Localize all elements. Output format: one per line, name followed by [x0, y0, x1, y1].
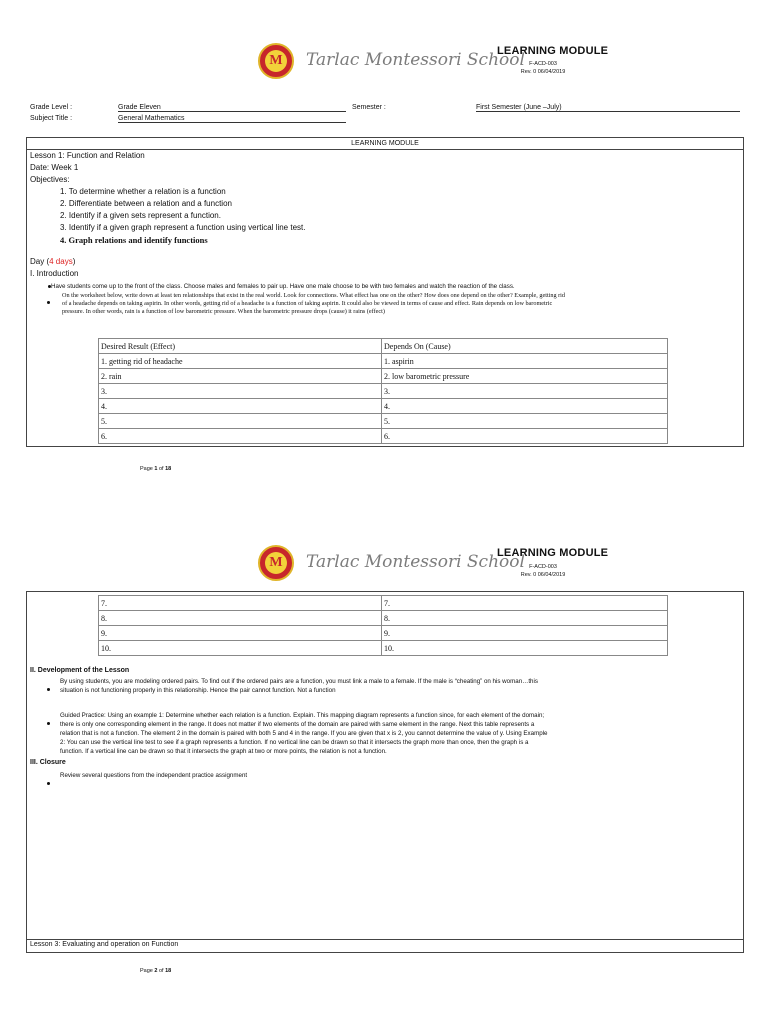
page-footer-1 — [140, 466, 171, 472]
revision: Rev. 0 06/04/2019 — [520, 572, 566, 578]
table-row — [99, 611, 668, 626]
semester-value: First Semester (June –July) — [476, 104, 740, 112]
table-cell: 9. — [382, 626, 668, 641]
development-heading: II. Development of the Lesson — [30, 667, 130, 674]
school-logo — [258, 43, 294, 79]
footer-page-total: 18 — [165, 968, 172, 974]
table-row — [99, 626, 668, 641]
divider — [26, 939, 744, 940]
intro-heading: I. Introduction — [30, 269, 79, 278]
table-cell: 5. — [99, 414, 382, 429]
table-header: Desired Result (Effect) — [99, 339, 382, 354]
logo-letter: M — [265, 50, 287, 72]
development-line: 2: You can use the vertical line test to see if a graph represents a function. If no vertical line can be drawn so that it intersects the graph more than once, then the graph is a — [60, 739, 529, 746]
objectives-label: Objectives: — [30, 175, 70, 184]
table-header-row — [99, 339, 668, 354]
objective-item: 3. Identify if a given graph represent a function using vertical line test. — [60, 223, 306, 232]
intro-bullet-2-line: pressure. In other words, rain is a function of low barometric pressure. When the barometric pressure drops (cause) it rains (effect) — [62, 308, 385, 315]
school-logo — [258, 545, 294, 581]
objective-item: 1. To determine whether a relation is a function — [60, 187, 226, 196]
logo-letter: M — [265, 552, 287, 574]
table-cell: 4. — [99, 399, 382, 414]
worksheet-table-1 — [98, 338, 668, 444]
objective-item: 4. Graph relations and identify functions — [60, 235, 208, 245]
day-label — [30, 257, 75, 266]
day-suffix: ) — [72, 257, 76, 266]
semester-label: Semester : — [352, 104, 386, 111]
school-name: Tarlac Montessori School — [306, 552, 525, 572]
day-count: 4 days — [49, 257, 73, 266]
table-cell: 6. — [99, 429, 382, 444]
table-cell: 5. — [382, 414, 668, 429]
form-code: F-ACD-003 — [529, 61, 557, 67]
table-cell: 8. — [382, 611, 668, 626]
footer-page-total: 18 — [165, 466, 172, 472]
table-cell: 7. — [99, 596, 382, 611]
grade-value: Grade Eleven — [118, 104, 346, 112]
table-cell: 3. — [382, 384, 668, 399]
objective-item: 2. Differentiate between a relation and a function — [60, 199, 232, 208]
table-row — [99, 641, 668, 656]
table-cell: 3. — [99, 384, 382, 399]
development-line: function. If a vertical line can be drawn so that it intersects the graph at two or more points, the relation is not a function. — [60, 748, 387, 755]
closure-bullet: Review several questions from the independent practice assignment — [60, 772, 248, 779]
page-footer-2 — [140, 968, 171, 974]
table-cell: 1. getting rid of headache — [99, 354, 382, 369]
bullet-dot — [47, 775, 50, 793]
table-row — [99, 414, 668, 429]
footer-prefix: Page — [140, 466, 155, 472]
table-row — [99, 399, 668, 414]
lesson1-date: Date: Week 1 — [30, 163, 79, 172]
table-cell: 4. — [382, 399, 668, 414]
bullet-dot — [47, 681, 50, 699]
table-cell: 6. — [382, 429, 668, 444]
footer-page-num: 2 — [154, 968, 158, 974]
intro-bullet-2-line: On the worksheet below, write down at least ten relationships that exist in the real world. Look for connections. What effect has one on the other? How does one depend on the other? Example, getting rid — [62, 292, 565, 299]
table-row — [99, 384, 668, 399]
footer-prefix: Page — [140, 968, 155, 974]
lesson1-title: Lesson 1: Function and Relation — [30, 151, 145, 160]
bullet-dot — [47, 715, 50, 733]
intro-bullet-1 — [48, 283, 738, 291]
development-line: there is only one corresponding element in the range. It does not matter if two elements of the domain are paired with same element in the range. Next this table represents a — [60, 721, 535, 728]
learning-module-bar: LEARNING MODULE — [27, 138, 743, 150]
closure-heading: III. Closure — [30, 759, 66, 766]
table-cell: 10. — [99, 641, 382, 656]
table-cell: 10. — [382, 641, 668, 656]
development-line: Guided Practice: Using an example 1: Determine whether each relation is a function. Explain. This mapping diagram represents a function since, for each element of the domain; — [60, 712, 545, 719]
table-cell: 2. low barometric pressure — [382, 369, 668, 384]
development-line: relation that is not a function. The element 2 in the domain is paired with both 5 and 4 in the range. If you are given that x is 2, you cannot determine the value of y. Using Example — [60, 730, 548, 737]
footer-of: of — [157, 466, 166, 472]
footer-page-num: 1 — [154, 466, 158, 472]
school-name: Tarlac Montessori School — [306, 50, 525, 70]
day-prefix: Day ( — [30, 257, 50, 266]
table-cell: 2. rain — [99, 369, 382, 384]
module-title: LEARNING MODULE — [497, 547, 609, 559]
development-line: By using students, you are modeling ordered pairs. To find out if the ordered pairs are a function, you must link a male to a female. If the male is “cheating” on his woman…this — [60, 678, 538, 685]
form-code: F-ACD-003 — [529, 564, 557, 570]
worksheet-table-2 — [98, 595, 668, 656]
table-cell: 7. — [382, 596, 668, 611]
table-row — [99, 369, 668, 384]
lesson3-title: Lesson 3: Evaluating and operation on Function — [30, 941, 179, 948]
subject-label: Subject Title : — [30, 115, 73, 122]
grade-label: Grade Level : — [30, 104, 73, 111]
intro-bullet-2-line: of a headache depends on taking aspirin. In other words, getting rid of a headache is a function of taking aspirin. It could also be viewed in terms of cause and effect. Rain depends on low barometric — [62, 300, 553, 307]
table-row — [99, 596, 668, 611]
module-title: LEARNING MODULE — [497, 45, 609, 57]
objective-item: 2. Identify if a given sets represent a function. — [60, 211, 221, 220]
table-cell: 1. aspirin — [382, 354, 668, 369]
footer-of: of — [157, 968, 166, 974]
revision: Rev. 0 06/04/2019 — [520, 69, 566, 75]
table-header: Depends On (Cause) — [382, 339, 668, 354]
intro-bullet-2 — [47, 294, 51, 312]
bullet-dot — [47, 301, 50, 304]
page-gap — [0, 485, 768, 525]
table-cell: 8. — [99, 611, 382, 626]
table-row — [99, 429, 668, 444]
table-row — [99, 354, 668, 369]
table-cell: 9. — [99, 626, 382, 641]
development-line: situation is not functioning properly in this relationship. Hence the pair cannot function. Not a function — [60, 687, 336, 694]
subject-value: General Mathematics — [118, 115, 346, 123]
intro-bullet-1-text: Have students come up to the front of the class. Choose males and females to pair up. Have one male choose to be with two females and watch the reaction of the class. — [51, 283, 515, 290]
